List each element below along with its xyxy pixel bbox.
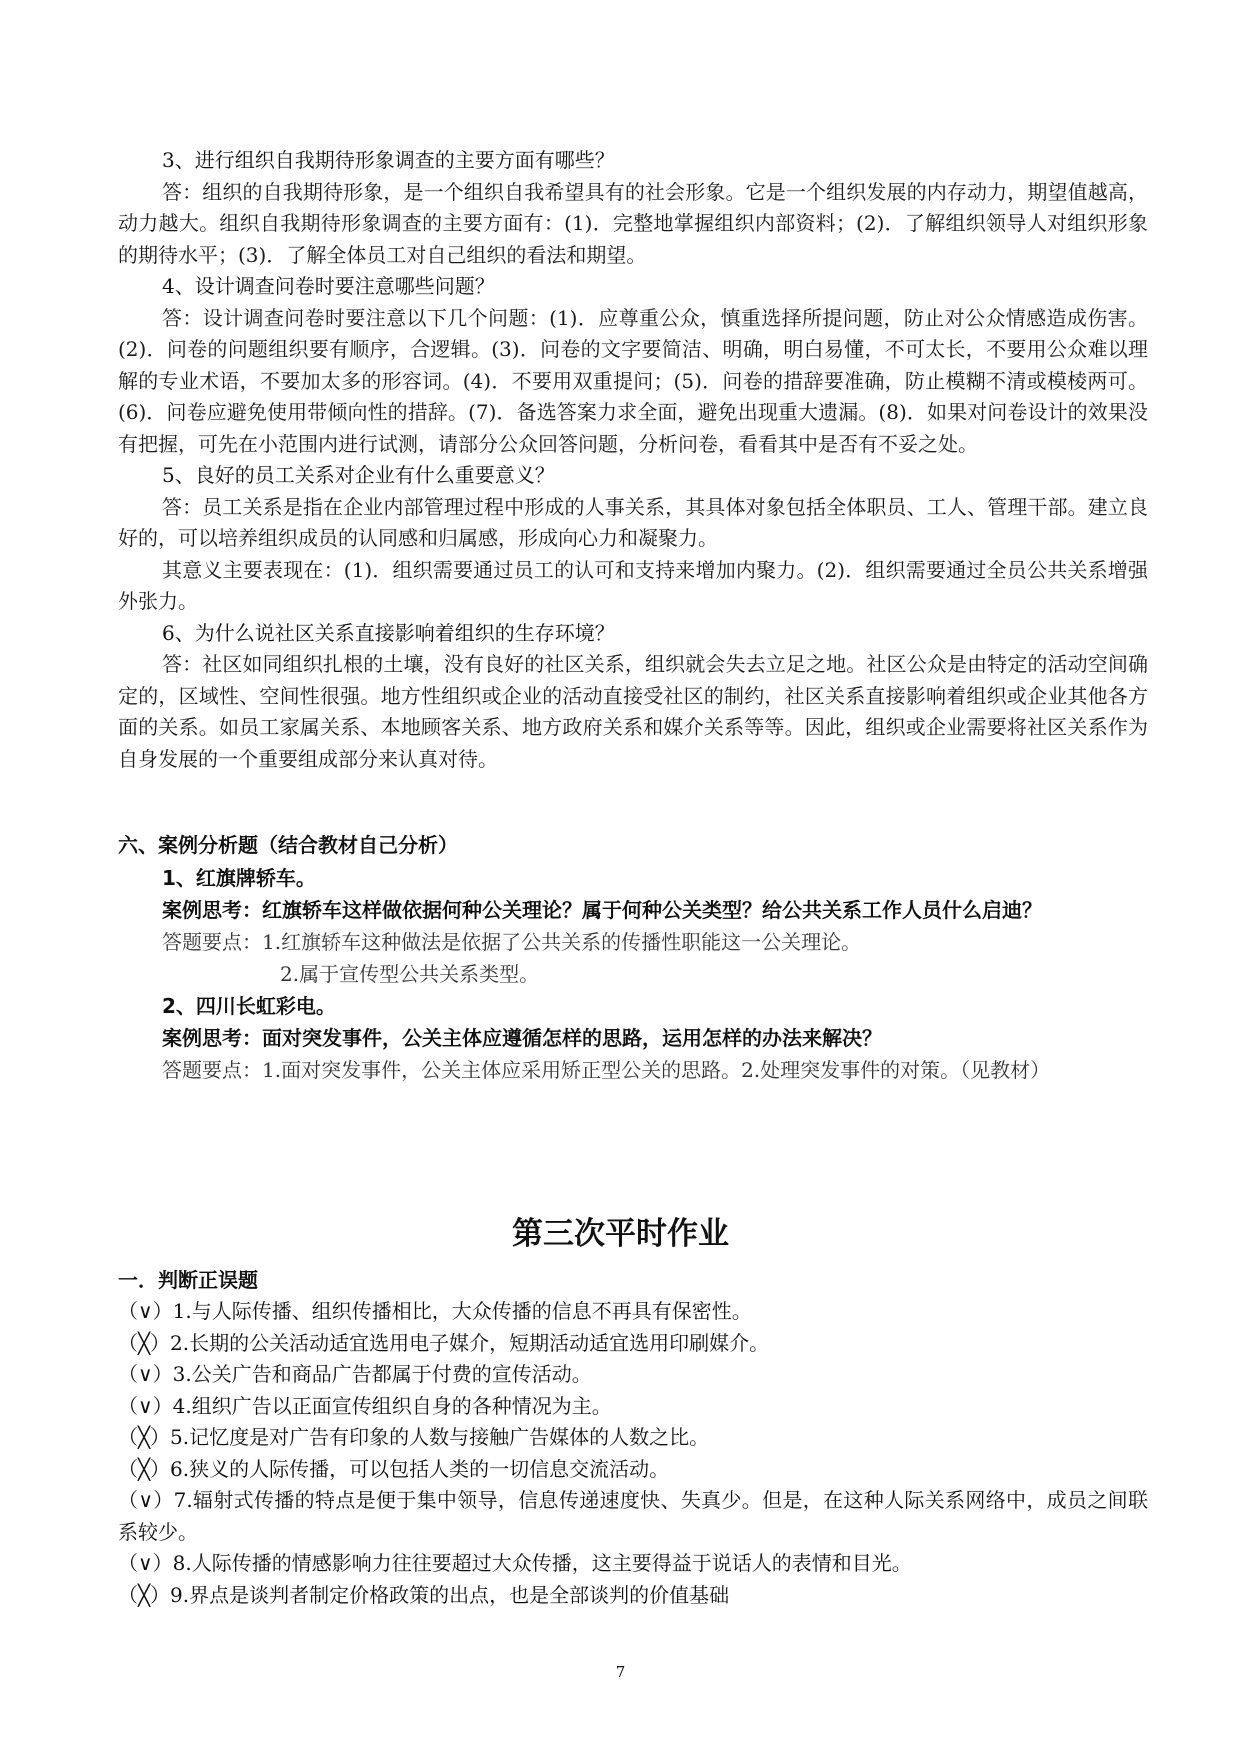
case1-title: 1、红旗牌轿车。 <box>162 866 316 890</box>
judge-item: （╳）9.界点是谈判者制定价格政策的出点，也是全部谈判的价值基础 <box>118 1582 730 1607</box>
case1-answer-2: 2.属于宣传型公共关系类型。 <box>280 962 540 986</box>
case2-title: 2、四川长虹彩电。 <box>162 994 336 1018</box>
judge-item: （∨）3.公关广告和商品广告都属于付费的宣传活动。 <box>118 1362 592 1386</box>
judge-item: （╳）5.记忆度是对广告有印象的人数与接触广告媒体的人数之比。 <box>118 1425 710 1449</box>
answer-3: 答：组织的自我期待形象，是一个组织自我希望具有的社会形象。它是一个组织发展的内存动力，期望值越高，动力越大。组织自我期待形象调查的主要方面有：(1)．完整地掌握组织内部资料；(2)．了解组织领导人对组织形象的期待水平；(3)．了解全体员工对自己组织的看法和期望。 <box>118 179 1148 267</box>
judge-item: （∨）7.辐射式传播的特点是便于集中领导，信息传递速度快、失真少。但是，在这种人际关系网络中，成员之间联系较少。 <box>118 1488 1148 1544</box>
question-3: 3、进行组织自我期待形象调查的主要方面有哪些？ <box>162 148 615 172</box>
judge-heading: 一．判断正误题 <box>118 1268 258 1292</box>
case1-answer-1: 答题要点：1.红旗轿车这种做法是依据了公共关系的传播性职能这一公关理论。 <box>162 930 862 954</box>
judge-item: （∨）1.与人际传播、组织传播相比，大众传播的信息不再具有保密性。 <box>118 1299 752 1323</box>
answer-5: 答：员工关系是指在企业内部管理过程中形成的人事关系，其具体对象包括全体职员、工人、管理干部。建立良好的，可以培养组织成员的认同感和归属感，形成向心力和凝聚力。 <box>118 494 1148 550</box>
judge-item: （∨）8.人际传播的情感影响力往往要超过大众传播，这主要得益于说话人的表情和目光。 <box>118 1551 912 1575</box>
question-5: 5、良好的员工关系对企业有什么重要意义？ <box>162 463 555 487</box>
section-6-heading: 六、案例分析题（结合教材自己分析） <box>118 833 458 857</box>
page-number: 7 <box>615 1663 626 1681</box>
answer-6: 答：社区如同组织扎根的土壤，没有良好的社区关系，组织就会失去立足之地。社区公众是由特定的活动空间确定的，区域性、空间性很强。地方性组织或企业的活动直接受社区的制约，社区关系直接影响着组织或企业其他各方面的关系。如员工家属关系、本地顾客关系、地方政府关系和媒介关系等等。因此，组织或企业需要将社区关系作为自身发展的一个重要组成部分来认真对待。 <box>118 652 1148 771</box>
case-analysis <box>118 862 1148 1086</box>
judge-item: （╳）2.长期的公关活动适宜选用电子媒介，短期活动适宜选用印刷媒介。 <box>118 1330 770 1355</box>
answer-5-significance: 其意义主要表现在：(1)．组织需要通过员工的认可和支持来增加内聚力。(2)．组织需要通过全员公共关系增强外张力。 <box>118 557 1148 613</box>
case2-question: 案例思考：面对突发事件，公关主体应遵循怎样的思路，运用怎样的办法来解决？ <box>162 1026 882 1050</box>
judge-list <box>118 1296 1148 1611</box>
judge-item: （╳）6.狭义的人际传播，可以包括人类的一切信息交流活动。 <box>118 1456 670 1481</box>
question-4: 4、设计调查问卷时要注意哪些问题？ <box>162 274 495 298</box>
case2-answer: 答题要点：1.面对突发事件，公关主体应采用矫正型公关的思路。2.处理突发事件的对策。（见教材） <box>162 1058 1051 1082</box>
assignment-title: 第三次平时作业 <box>512 1216 729 1252</box>
qa-block <box>118 145 1148 775</box>
case1-question: 案例思考：红旗轿车这样做依据何种公关理论？属于何种公关类型？给公共关系工作人员什么启迪？ <box>162 898 1042 922</box>
judge-item: （∨）4.组织广告以正面宣传组织自身的各种情况为主。 <box>118 1393 612 1418</box>
answer-4: 答：设计调查问卷时要注意以下几个问题：(1)．应尊重公众，慎重选择所提问题，防止对公众情感造成伤害。(2)．问卷的问题组织要有顺序，合逻辑。(3)．问卷的文字要简洁、明确，明白易懂，不可太长，不要用公众难以理解的专业术语，不要加太多的形容词。(4)．不要用双重提问；(5)．问卷的措辞要准确，防止模糊不清或模棱两可。(6)．问卷应避免使用带倾向性的措辞。(7)．备选答案力求全面，避免出现重大遗漏。(8)．如果对问卷设计的效果没有把握，可先在小范围内进行试测，请部分公众回答问题，分析问卷，看看其中是否有不妥之处。 <box>118 305 1148 456</box>
question-6: 6、为什么说社区关系直接影响着组织的生存环境？ <box>162 620 615 645</box>
